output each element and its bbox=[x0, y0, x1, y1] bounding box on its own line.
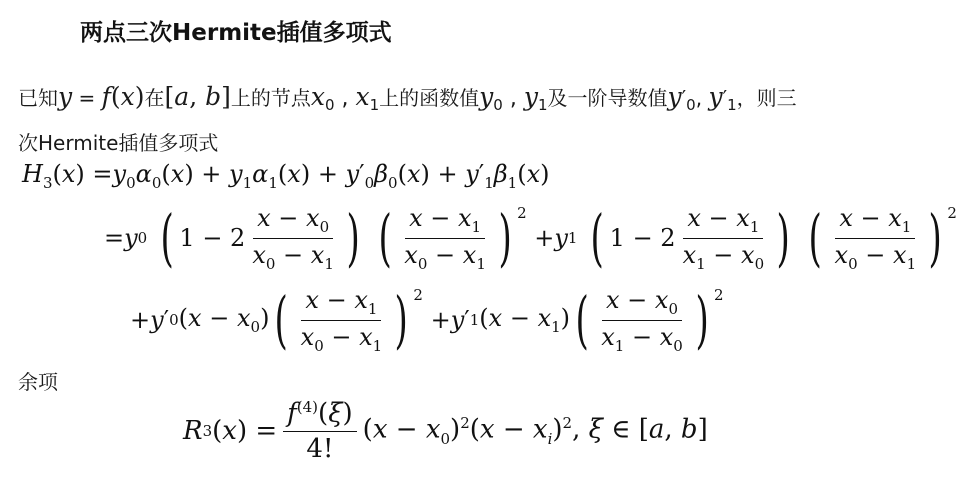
intro-nodes: 上的节点 bbox=[230, 86, 311, 110]
intro-values: 上的函数值 bbox=[379, 86, 480, 110]
intro-line-1: 已知y = f(x)在[a, b]上的节点$x_0$ , $x_1$上的函数值$y_0$ , $y_1$及一阶导数值$y'_0$, $y'_1$，则三 bbox=[18, 82, 797, 114]
intro-known: 已知 bbox=[18, 86, 58, 110]
formula-h3-line-2: = y 0 ( 1 − 2 $\frac{x - x_0}{x_0 - x_1}$ ) ( $\frac{x - x_1}{x_0 - x_1}$ ) $^2$ + y 1 ( 1 − 2 $\frac{x - x_1}{x_1 - x_0}$ ) ( $\frac{x - x_1}{x_0 - x_1}$ ) $^2$ bbox=[104, 201, 957, 275]
section-heading: 两点三次Hermite插值多项式 bbox=[80, 20, 392, 46]
intro-line-2: 次Hermite插值多项式 bbox=[18, 131, 219, 155]
formula-h3-line-3: + y ′ 0 $(x - x_0)$ ( $\frac{x - x_1}{x_0 - x_1}$ ) $^2$ + y ′ 1 $(x - x_1)$ ( $\frac{x - x_0}{x_1 - x_0}$ ) $^2$ bbox=[130, 283, 724, 357]
remainder-label: 余项 bbox=[18, 370, 58, 394]
intro-then: ，则三 bbox=[736, 86, 797, 110]
intro-derivs: 及一阶导数值 bbox=[547, 86, 668, 110]
formula-remainder: R 3 (x) = $\frac{f^{(4)}(\xi)}{4!}$ $(x - x_0)^2(x - x_i)^2$, ξ ∈ [a, b] bbox=[183, 398, 708, 464]
formula-h3-line-1: $H_3(x) =y_0\alpha_0(x) + y_1\alpha_1(x) + y'_0\beta_0(x) + y'_1\beta_1(x)$ bbox=[22, 160, 550, 192]
intro-on: 在 bbox=[144, 86, 165, 110]
